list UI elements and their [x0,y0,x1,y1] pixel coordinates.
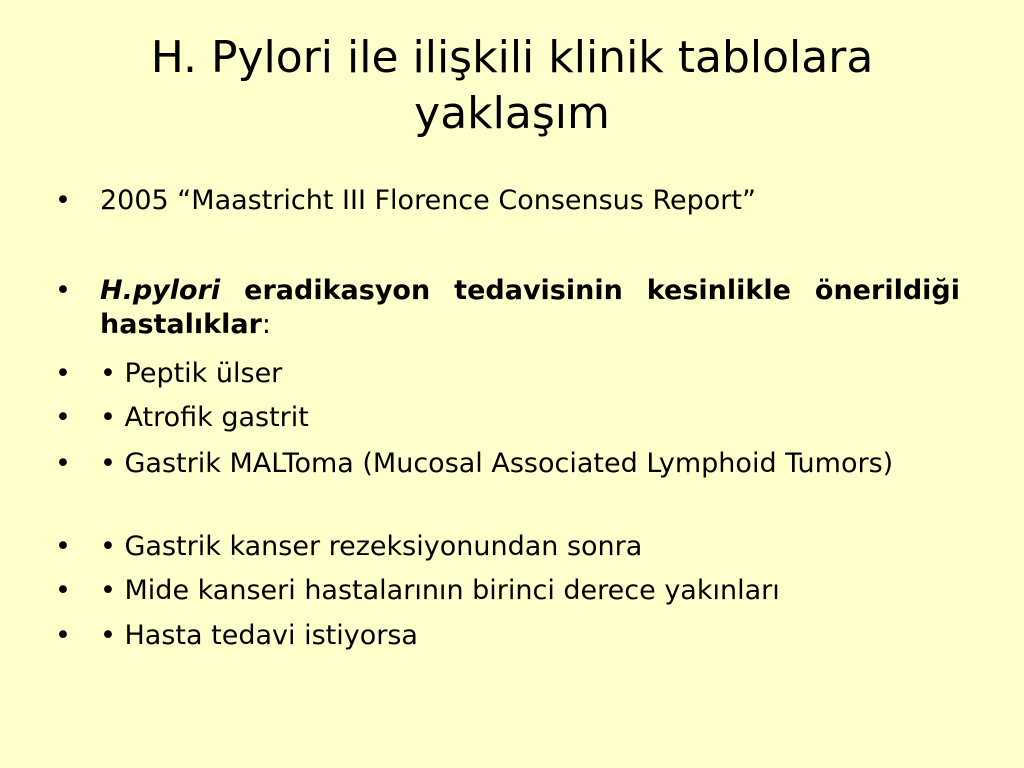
bullet-item-indications [55,274,960,342]
indications-colon: : [261,309,272,340]
bullet-text: • Hasta tedavi istiyorsa [100,620,418,651]
bullet-text: • Mide kanseri hastalarının birinci derece yakınları [100,575,780,606]
bullet-marker: • [55,275,71,306]
bullet-item-maltoma [55,447,960,481]
bullet-marker: • [55,448,71,479]
bullet-text [100,274,960,342]
bullet-item-peptic-ulcer [55,357,960,391]
bullet-item-consensus [55,184,960,218]
bullet-text: • Atrofik gastrit [100,402,309,433]
bullet-item-first-degree-relatives [55,574,960,608]
bullet-marker: • [55,358,71,389]
bullet-item-gastric-resection [55,530,960,564]
bullet-text: • Gastrik MALToma (Mucosal Associated Lymphoid Tumors) [100,448,894,479]
slide-title-line-1: H. Pylori ile ilişkili klinik tablolara [150,32,874,83]
bullet-item-atrophic-gastritis [55,401,960,435]
bullet-marker: • [55,402,71,433]
bullet-text: 2005 “Maastricht III Florence Consensus Report” [100,185,756,216]
slide-title-line-2: yaklaşım [414,88,610,139]
indications-heading: eradikasyon tedavisinin kesinlikle önerildiği hastalıklar [100,275,960,340]
bullet-text: • Gastrik kanser rezeksiyonundan sonra [100,531,643,562]
bullet-marker: • [55,575,71,606]
bullet-marker: • [55,620,71,651]
bullet-marker: • [55,531,71,562]
bullet-text: • Peptik ülser [100,358,283,389]
bullet-marker: • [55,185,71,216]
slide-title [40,30,984,142]
hpylori-term: H.pylori [100,275,221,306]
bullet-item-patient-request [55,619,960,653]
